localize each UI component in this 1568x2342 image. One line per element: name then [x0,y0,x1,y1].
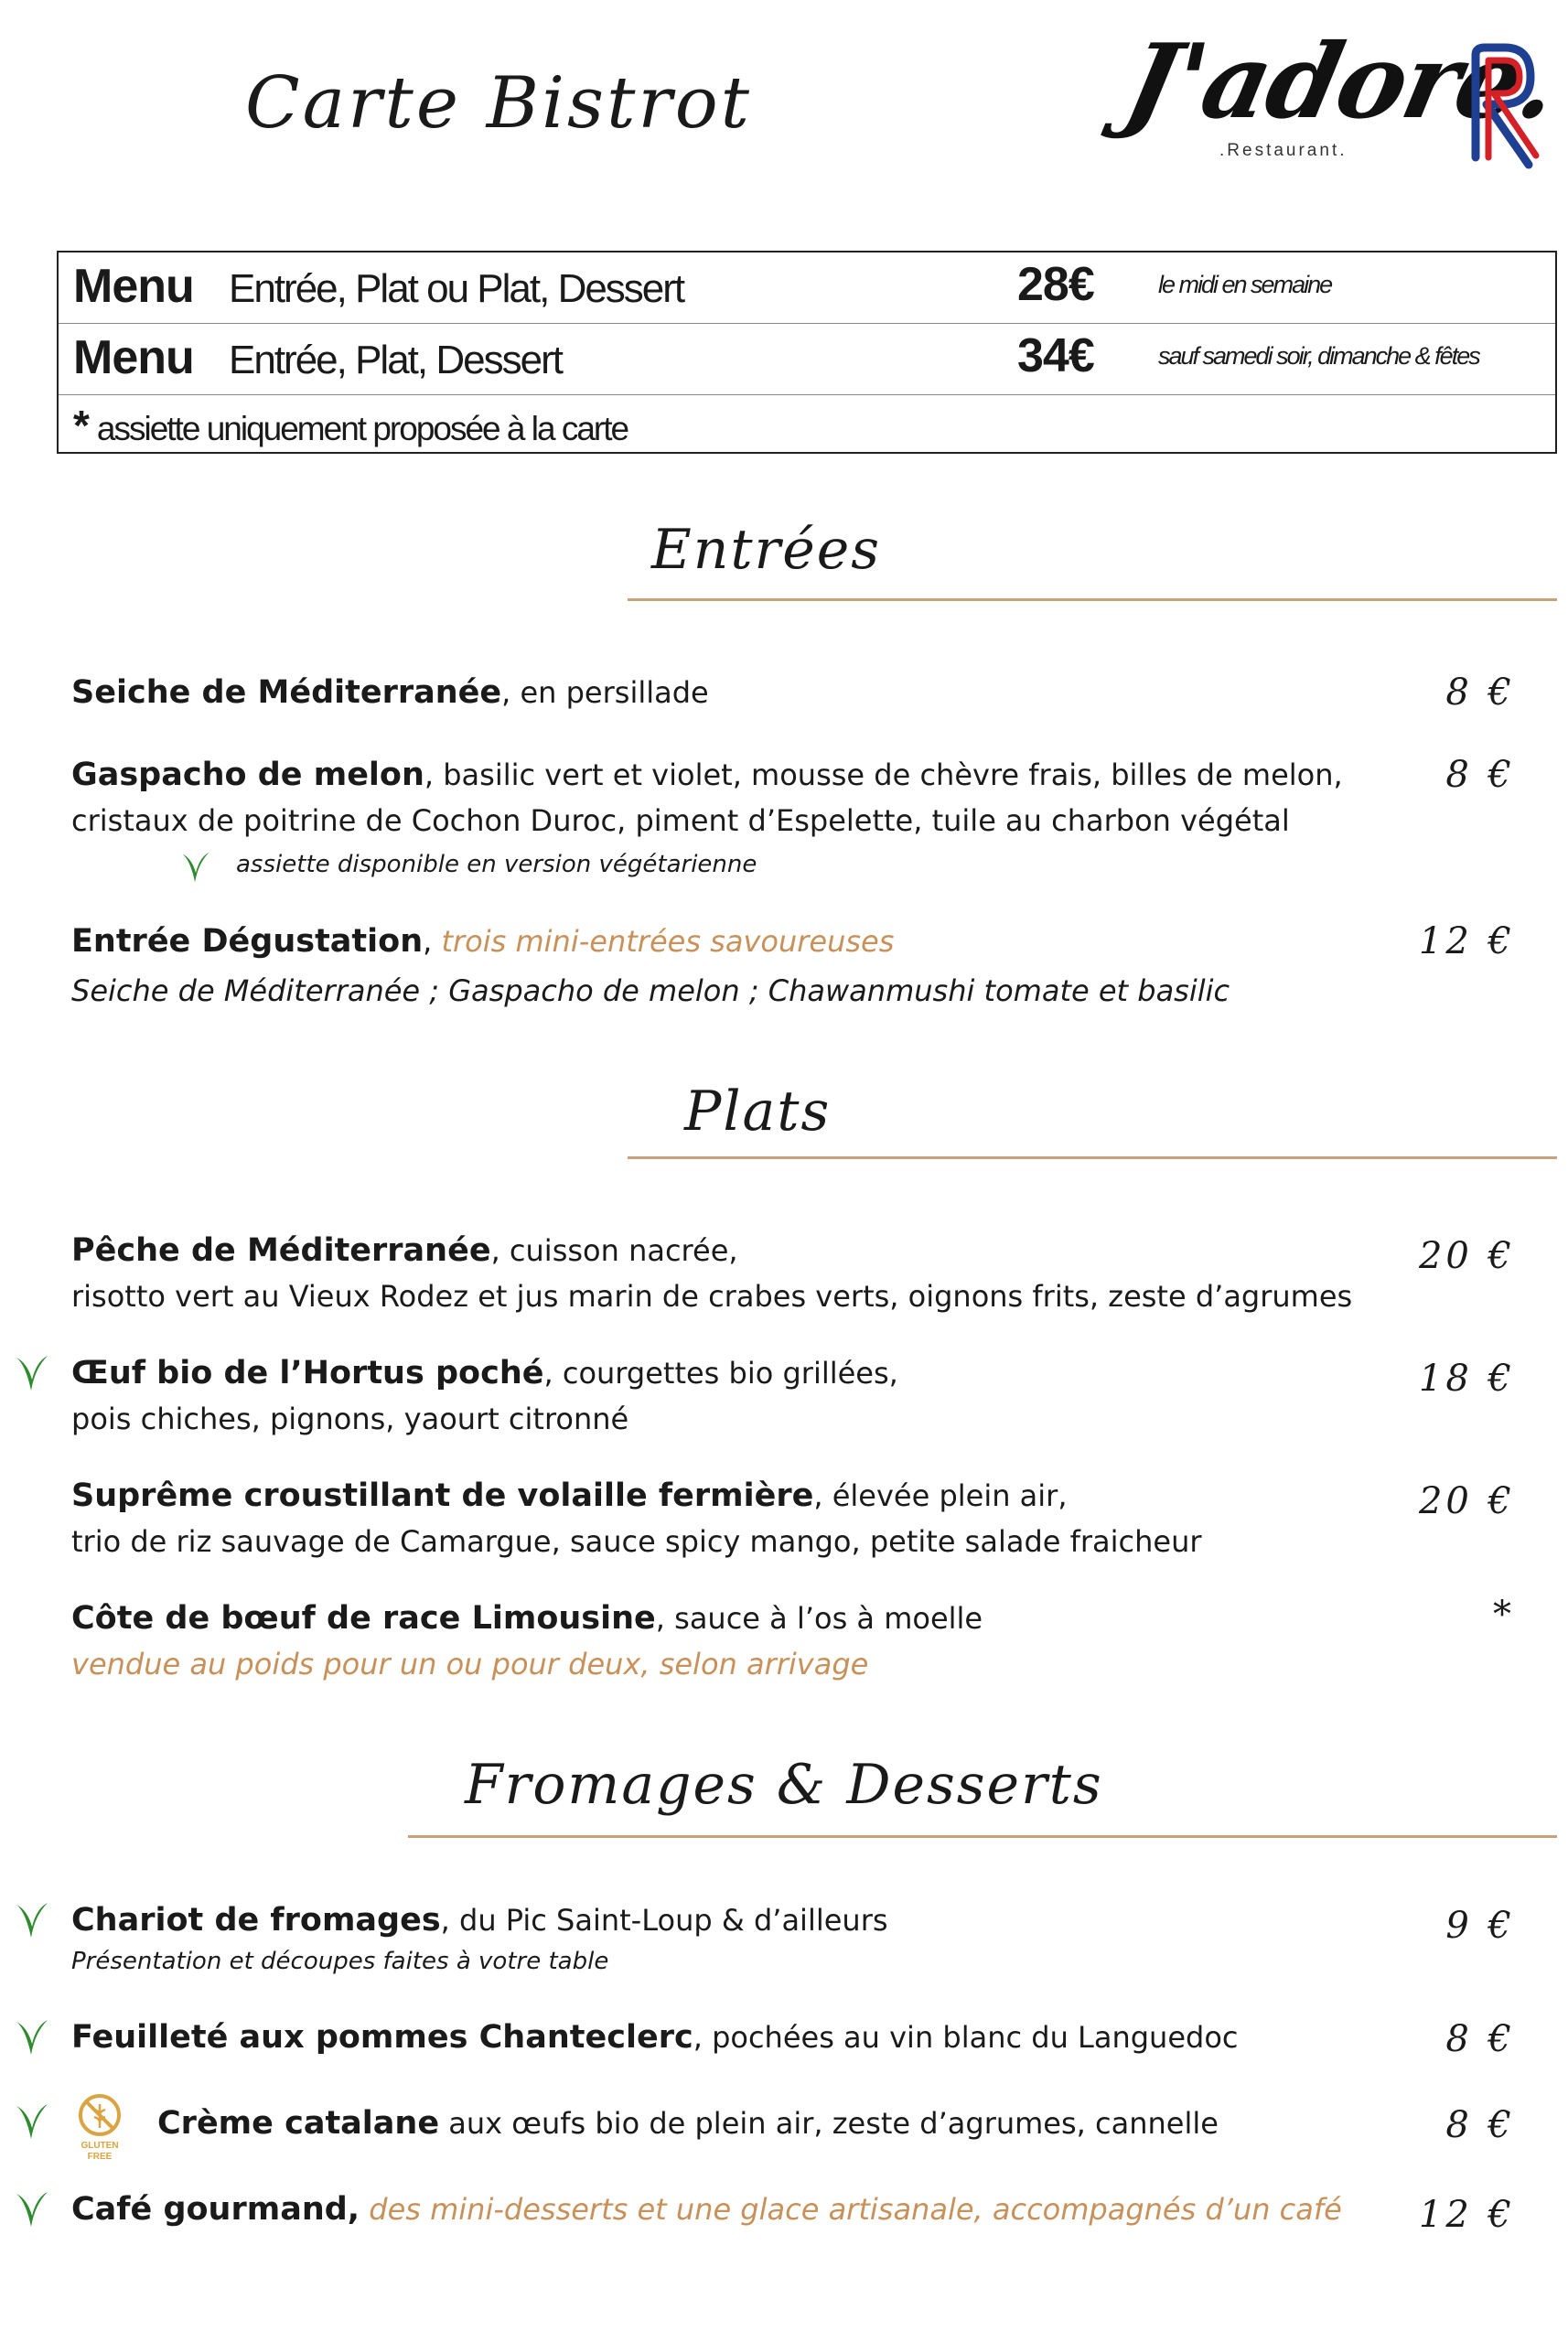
menu-item [71,1350,1489,1442]
menu-item [71,2186,1489,2232]
menu-item [71,919,1489,1014]
menu-condition: sauf samedi soir, dimanche & fêtes [1158,342,1479,370]
section-title-plats: Plats [684,1080,832,1144]
item-description: , en persillade [501,675,709,710]
item-price: * [1493,1594,1515,1636]
menu-price: 34€ [1017,329,1094,382]
menu-note-text: assiette uniquement proposée à la carte [96,410,628,447]
gluten-free-label-1: GLUTEN [81,2141,119,2151]
item-description: , courgettes bio grillées, [543,1356,898,1391]
menu-item [71,752,1489,843]
item-description: , sauce à l’os à moelle [655,1601,983,1636]
item-description-line2: Seiche de Méditerranée ; Gaspacho de melon ; Chawanmushi tomate et basilic [71,973,1230,1008]
menu-formulas-box [57,251,1557,454]
vegetarian-leaf-icon [179,849,212,886]
item-name: Crème catalane [157,2105,440,2142]
item-description: , cuisson nacrée, [490,1233,738,1268]
logo-r-icon [1457,38,1549,176]
logo-subtitle: .Restaurant. [1219,141,1348,160]
menu-item [71,1595,1489,1687]
menu-price: 28€ [1017,258,1094,311]
item-description-highlight: trois mini-entrées savoureuses [441,924,895,959]
section-divider [628,598,1557,601]
item-price: 8 € [1445,2104,1515,2146]
item-description-line2: trio de riz sauvage de Camargue, sauce spicy mango, petite salade fraicheur [71,1524,1202,1559]
item-name: Seiche de Méditerranée [71,674,502,711]
item-name: Côte de bœuf de race Limousine [71,1600,656,1637]
item-price: 20 € [1418,1480,1515,1522]
section-title-desserts: Fromages & Desserts [465,1753,1103,1817]
item-description: , du Pic Saint-Loup & d’ailleurs [440,1903,888,1938]
section-divider [628,1156,1557,1159]
menu-item [71,1228,1489,1319]
menu-item [157,2100,1484,2146]
item-price: 8 € [1445,671,1515,714]
menu-label: Menu [73,260,194,313]
menu-description: Entrée, Plat, Dessert [229,338,562,382]
logo-script-text: J'adore. [1115,22,1568,142]
item-description: , [423,924,433,959]
item-name: Œuf bio de l’Hortus poché [71,1355,544,1391]
item-name: Feuilleté aux pommes Chanteclerc [71,2019,693,2056]
item-name: Chariot de fromages [71,1902,441,1939]
section-divider [408,1835,1557,1838]
item-name: Café gourmand, [71,2191,360,2228]
gluten-free-label-2: FREE [87,2152,113,2162]
menu-condition: le midi en semaine [1158,271,1332,298]
item-price: 8 € [1445,2018,1515,2060]
vegetarian-leaf-icon [13,1899,51,1941]
restaurant-logo [1115,18,1568,174]
menu-label: Menu [73,331,194,384]
item-description-line2: vendue au poids pour un ou pour deux, selon arrivage [71,1647,869,1681]
item-description: aux œufs bio de plein air, zeste d’agrumes, cannelle [439,2106,1219,2141]
item-description: , basilic vert et violet, mousse de chèvre frais, billes de melon, [424,757,1343,792]
item-price: 18 € [1418,1358,1515,1400]
menu-note [73,401,628,450]
item-description-highlight: des mini-desserts et une glace artisanale, accompagnés d’un café [369,2192,1342,2227]
item-description-line2: Présentation et découpes faites à votre table [71,1948,609,1975]
vegetarian-leaf-icon [13,2100,51,2143]
asterisk-mark: * [73,402,88,449]
item-name: Gaspacho de melon [71,757,424,793]
menu-description: Entrée, Plat ou Plat, Dessert [229,266,684,311]
vegetarian-note: assiette disponible en version végétarienne [236,851,757,878]
item-price: 12 € [1418,920,1515,962]
vegetarian-leaf-icon [13,2188,51,2230]
vegetarian-leaf-icon [13,1352,51,1394]
item-description: , élevée plein air, [813,1478,1068,1513]
item-price: 20 € [1418,1235,1515,1277]
menu-item [71,1897,1489,1980]
item-price: 9 € [1445,1905,1515,1947]
item-description: , pochées au vin blanc du Languedoc [693,2020,1239,2055]
menu-row [59,252,1555,324]
item-name: Suprême croustillant de volaille fermière [71,1477,814,1514]
item-description-line2: cristaux de poitrine de Cochon Duroc, piment d’Espelette, tuile au charbon végétal [71,803,1290,838]
item-description-line2: pois chiches, pignons, yaourt citronné [71,1402,629,1436]
vegetarian-leaf-icon [13,2016,51,2058]
item-price: 12 € [1418,2194,1515,2236]
gluten-free-icon [73,2091,126,2165]
section-title-entrees: Entrées [651,518,882,582]
menu-item [71,1473,1489,1564]
item-name: Pêche de Méditerranée [71,1232,491,1269]
item-description-line2: risotto vert au Vieux Rodez et jus marin de crabes verts, oignons frits, zeste d’agrumes [71,1279,1353,1314]
item-name: Entrée Dégustation [71,923,424,960]
menu-item [71,2014,1489,2060]
item-price: 8 € [1445,754,1515,796]
page-title: Carte Bistrot [245,62,752,145]
menu-row [59,324,1555,395]
menu-item [71,670,1489,715]
